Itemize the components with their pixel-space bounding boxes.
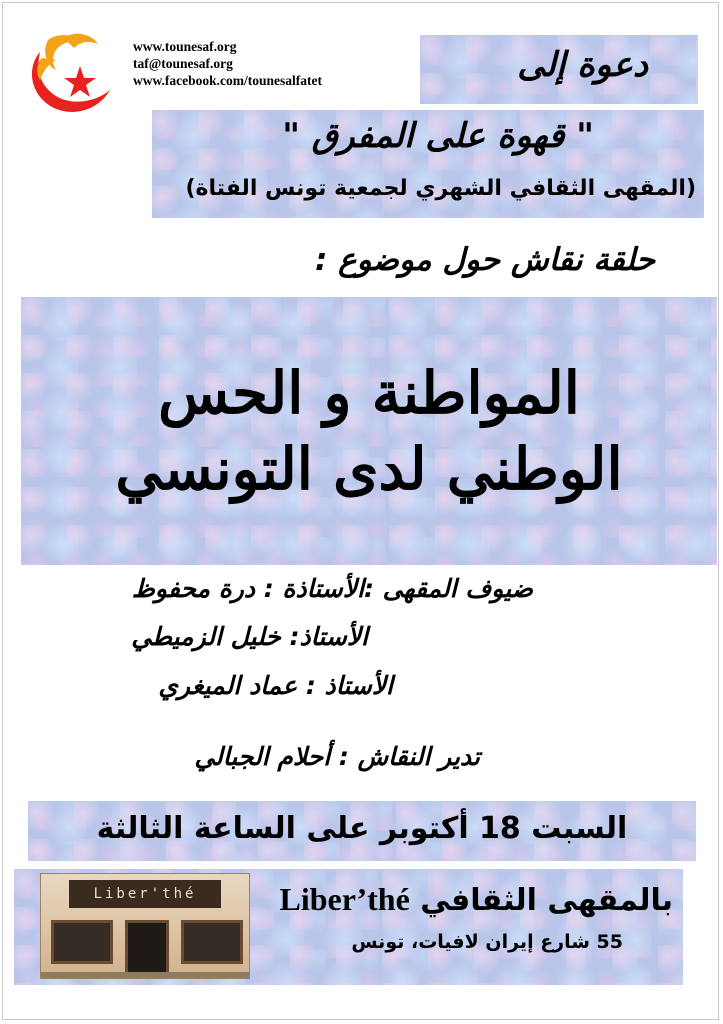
- venue-panel: [14, 869, 683, 985]
- event-subtitle: (المقهى الثقافي الشهري لجمعية تونس الفتاة): [185, 176, 696, 201]
- cafe-window: [51, 920, 113, 964]
- email-link[interactable]: taf@tounesaf.org: [133, 56, 233, 71]
- topic-label: حلقة نقاش حول موضوع :: [314, 242, 655, 278]
- tounes-alfatet-logo: [22, 30, 122, 116]
- venue-line: [279, 881, 673, 918]
- venue-prefix: بالمقهى الثقافي: [420, 883, 673, 918]
- topic-panel: [21, 297, 717, 565]
- cafe-window: [181, 920, 243, 964]
- facebook-link[interactable]: www.facebook.com/tounesalfatet: [133, 73, 322, 88]
- topic-title: المواطنة و الحس الوطني لدى التونسي: [115, 359, 623, 503]
- event-title-panel: [152, 110, 704, 218]
- cafe-door: [125, 920, 169, 979]
- guest-line-2: الأستاذ: خليل الزميطي: [131, 622, 368, 651]
- venue-address: 55 شارع إيران لافيات، تونس: [351, 931, 623, 953]
- moderator-line: تدير النقاش : أحلام الجبالي: [194, 742, 480, 771]
- date-panel: [28, 801, 696, 861]
- invite-panel: [420, 35, 698, 104]
- event-date: السبت 18 أكتوبر على الساعة الثالثة: [96, 811, 628, 846]
- cafe-sign: Liber'thé: [69, 880, 221, 908]
- contact-info: [133, 38, 322, 89]
- website-link[interactable]: www.tounesaf.org: [133, 39, 237, 54]
- guest-line-1: ضيوف المقهى :الأستاذة : درة محفوظ: [131, 574, 533, 603]
- venue-name: Liber’thé: [279, 881, 410, 917]
- event-title: " قهوة على المفرق ": [282, 116, 594, 156]
- cafe-wall: [41, 972, 249, 978]
- cafe-photo: [40, 873, 250, 979]
- invite-heading: دعوة إلى: [517, 45, 648, 85]
- guest-line-3: الأستاذ : عماد الميغري: [158, 671, 393, 700]
